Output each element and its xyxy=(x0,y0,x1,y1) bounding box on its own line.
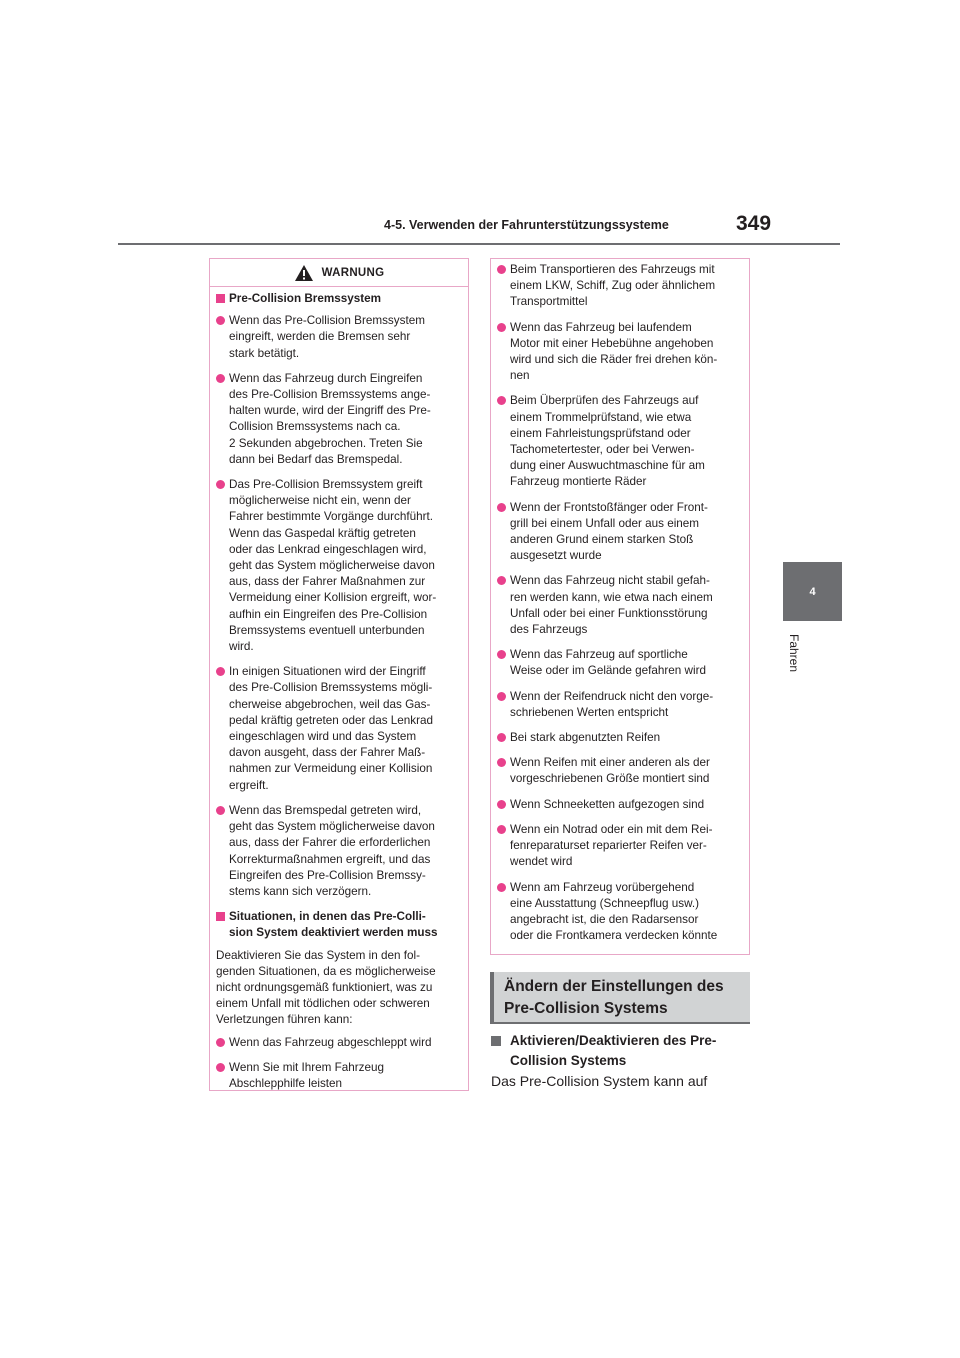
list-item: Wenn das Bremspedal getreten wird, geht das System möglicherweise davon aus, dass der Fahrer die erforderlichen Korrekturmaßnahmen ergreift, und das Eingreifen des Pre-Collision Bremssy- stems kann sich verzögern. xyxy=(216,803,462,900)
bullet-icon xyxy=(497,800,506,809)
bullet-icon xyxy=(216,374,225,383)
bullet-icon xyxy=(497,650,506,659)
bullet-icon xyxy=(497,758,506,767)
section-header-title: 4-5. Verwenden der Fahrunterstützungssysteme xyxy=(384,218,669,232)
warning-subhead: Pre-Collision Bremssystem xyxy=(216,291,462,307)
warning-subhead: Situationen, in denen das Pre-Colli- sion System deaktiviert werden muss xyxy=(216,909,462,941)
header-divider xyxy=(118,243,840,245)
square-bullet-icon xyxy=(491,1036,501,1046)
list-item: Wenn am Fahrzeug vorübergehend eine Ausstattung (Schneepflug usw.) angebracht ist, die den Radarsensor oder die Frontkamera verdecken könnte xyxy=(497,880,743,945)
chapter-number: 4 xyxy=(809,585,816,598)
bullet-icon xyxy=(497,883,506,892)
list-item: Das Pre-Collision Bremssystem greift möglicherweise nicht ein, wenn der Fahrer bestimmte Vorgänge durchführt. Wenn das Gaspedal kräftig getreten oder das Lenkrad eingeschlagen wird, geht das System möglicherweise davon aus, dass der Fahrer Maßnahmen zur Vermeidung einer Kollision ergreift, wor- aufhin ein Eingreifen des Pre-Collision Bremssystems eventuell unterbunden wird. xyxy=(216,477,462,655)
list-item: Wenn das Pre-Collision Bremssystem eingreift, werden die Bremsen sehr stark betätigt. xyxy=(216,313,462,362)
bullet-icon xyxy=(497,396,506,405)
warning-paragraph: Deaktivieren Sie das System in den fol- genden Situationen, da es möglicherweise nicht ordnungsgemäß funktioniert, was zu einem Unfall mit tödlichen oder schweren Verletzungen führen kann: xyxy=(216,948,436,1027)
bullet-icon xyxy=(216,480,225,489)
chapter-tab[interactable] xyxy=(783,562,842,621)
list-item: Wenn das Fahrzeug durch Eingreifen des Pre-Collision Bremssystems ange- halten wurde, wird der Eingriff des Pre- Collision Bremssystems nach ca. 2 Sekunden abgebrochen. Treten Sie dann bei Bedarf das Bremspedal. xyxy=(216,371,462,468)
square-bullet-icon xyxy=(216,294,225,303)
bullet-icon xyxy=(497,503,506,512)
warning-continued-content xyxy=(491,259,749,944)
list-item: Wenn das Fahrzeug nicht stabil gefah- ren werden kann, wie etwa nach einem Unfall oder bei einer Funktionsstörung des Fahrzeugs xyxy=(497,573,743,638)
square-bullet-icon xyxy=(216,912,225,921)
chapter-label xyxy=(784,634,804,694)
list-item: Wenn Reifen mit einer anderen als der vorgeschriebenen Größe montiert sind xyxy=(497,755,743,787)
page-number: 349 xyxy=(736,212,772,235)
section-paragraph: Das Pre-Collision System kann auf xyxy=(491,1073,708,1089)
bullet-icon xyxy=(497,692,506,701)
bullet-icon xyxy=(497,576,506,585)
warning-label: WARNUNG xyxy=(321,266,385,279)
bullet-icon xyxy=(497,265,506,274)
section-title: Ändern der Einstellungen des Pre-Collision Systems xyxy=(504,978,724,1017)
warning-content xyxy=(210,287,468,1092)
warning-continued-box xyxy=(490,258,750,955)
bullet-icon xyxy=(216,316,225,325)
list-item: Beim Transportieren des Fahrzeugs mit einem LKW, Schiff, Zug oder ähnlichem Transportmittel xyxy=(497,262,743,311)
list-item: Wenn das Fahrzeug abgeschleppt wird xyxy=(216,1035,462,1051)
list-item: Wenn das Fahrzeug auf sportliche Weise oder im Gelände gefahren wird xyxy=(497,647,743,679)
bullet-icon xyxy=(216,667,225,676)
bullet-icon xyxy=(216,1038,225,1047)
list-item: Wenn der Reifendruck nicht den vorge- schriebenen Werten entspricht xyxy=(497,689,743,721)
list-item: Wenn Sie mit Ihrem Fahrzeug Abschlepphilfe leisten xyxy=(216,1060,462,1092)
bullet-icon xyxy=(216,806,225,815)
bullet-icon xyxy=(497,825,506,834)
section-heading xyxy=(490,972,750,1024)
warning-triangle-icon xyxy=(294,264,314,282)
list-item: Wenn der Frontstoßfänger oder Front- grill bei einem Unfall oder aus einem anderen Grund einem starken Stoß ausgesetzt wurde xyxy=(497,500,743,565)
section-subhead: Aktivieren/Deaktivieren des Pre- Collision Systems xyxy=(491,1031,751,1071)
list-item: Wenn das Fahrzeug bei laufendem Motor mit einer Hebebühne angehoben wird und sich die Räder frei drehen kön- nen xyxy=(497,320,743,385)
list-item: In einigen Situationen wird der Eingriff des Pre-Collision Bremssystems mögli- cherweise abgebrochen, weil das Gas- pedal kräftig getreten oder das Lenkrad eingeschlagen wird und das System davon ausgeht, dass der Fahrer Maß- nahmen zur Vermeidung einer Kollision ergreift. xyxy=(216,664,462,794)
warning-header xyxy=(210,259,468,287)
list-item: Wenn Schneeketten aufgezogen sind xyxy=(497,797,743,813)
list-item: Wenn ein Notrad oder ein mit dem Rei- fenreparaturset reparierter Reifen ver- wendet wird xyxy=(497,822,743,871)
bullet-icon xyxy=(497,733,506,742)
warning-box xyxy=(209,258,469,1091)
chapter-label-text: Fahren xyxy=(787,634,801,673)
list-item: Beim Überprüfen des Fahrzeugs auf einem Trommelprüfstand, wie etwa einem Fahrleistungsprüfstand oder Tachometertester, oder bei Verwen- dung einer Auswuchtmaschine für am Fahrzeug montierte Räder xyxy=(497,393,743,490)
bullet-icon xyxy=(216,1063,225,1072)
bullet-icon xyxy=(497,323,506,332)
list-item: Bei stark abgenutzten Reifen xyxy=(497,730,743,746)
